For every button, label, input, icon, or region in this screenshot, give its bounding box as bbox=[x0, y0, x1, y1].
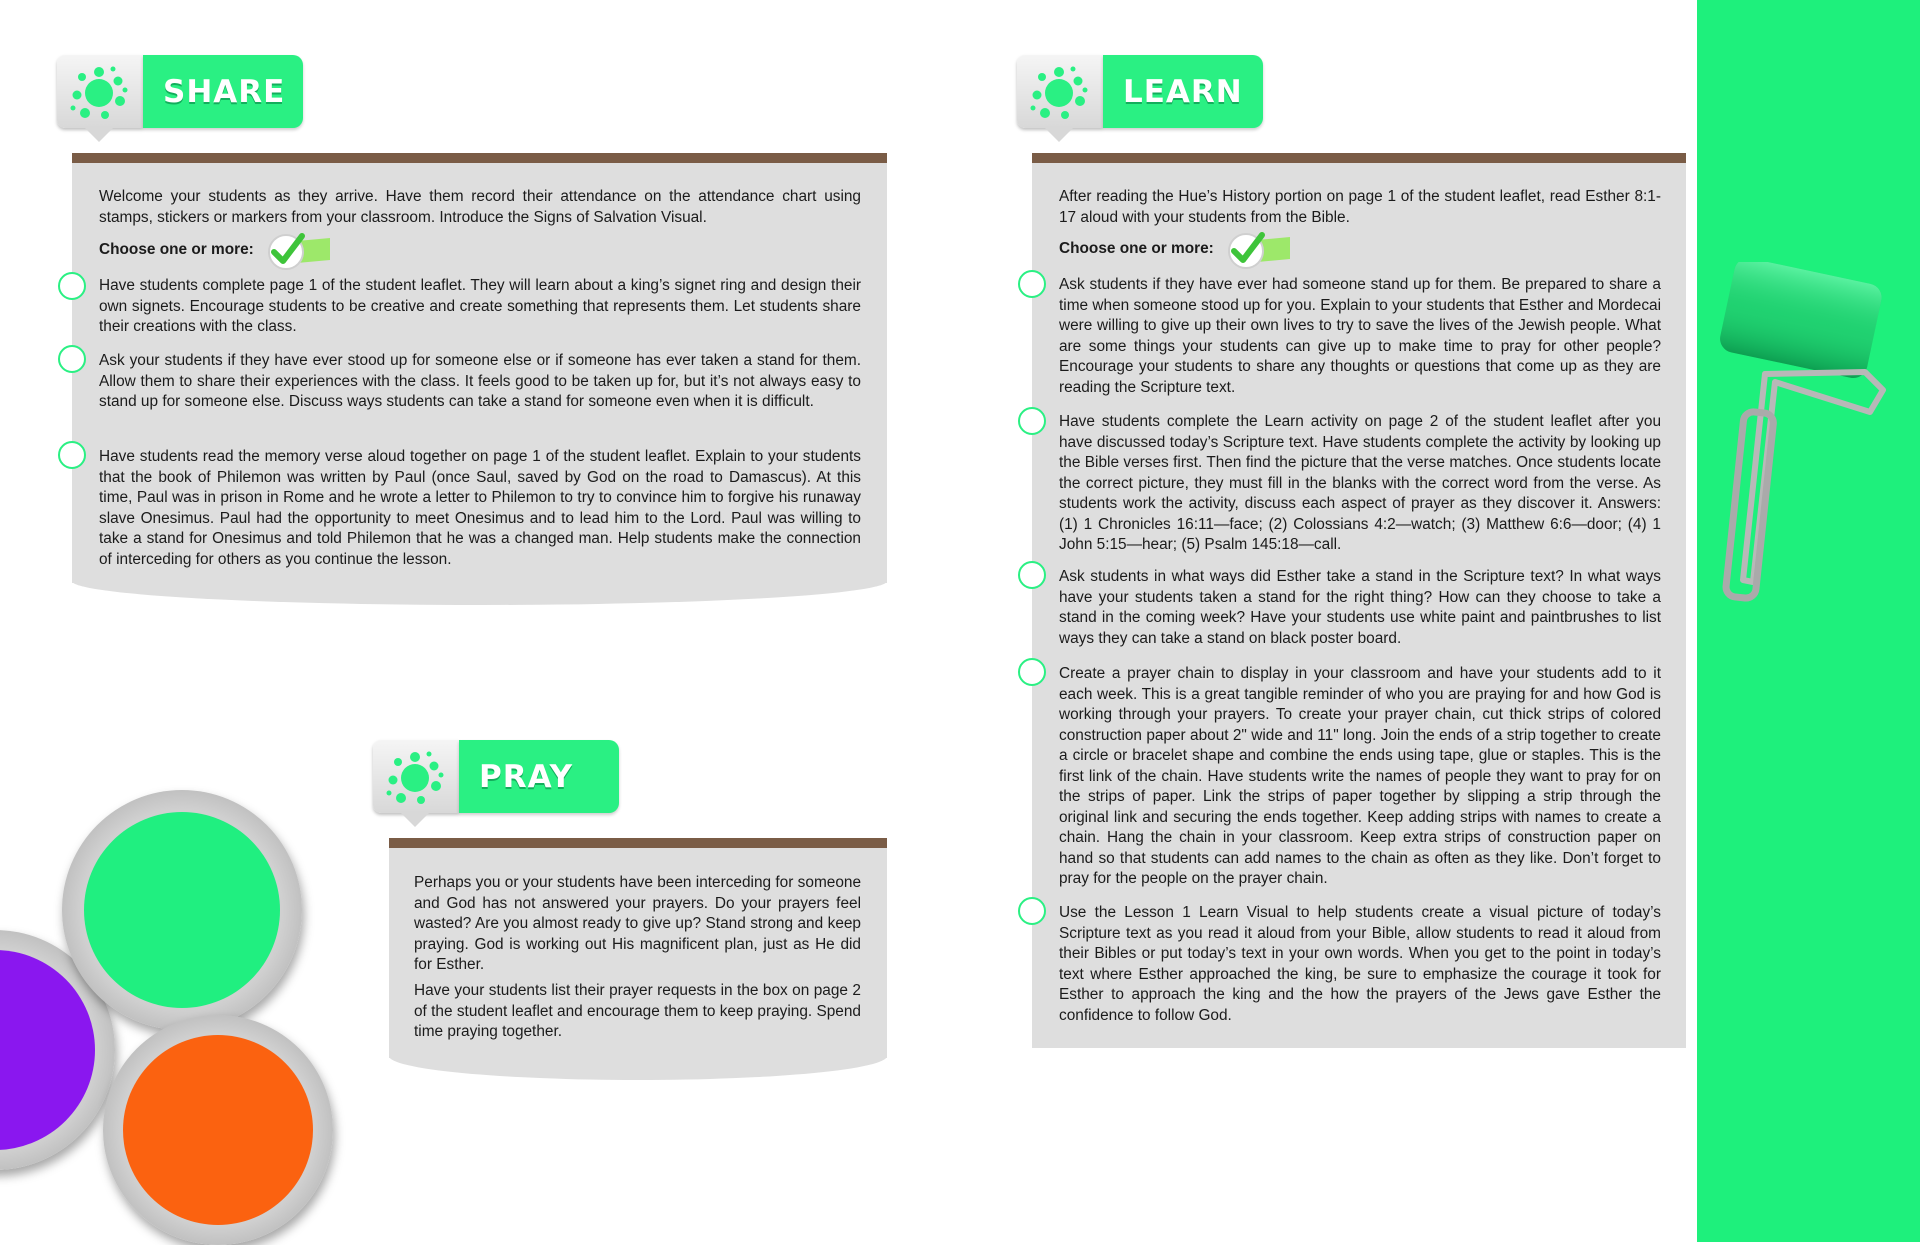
paint-splat-icon bbox=[385, 748, 445, 808]
learn-choose-label: Choose one or more: bbox=[1059, 240, 1214, 257]
share-box-curve bbox=[72, 581, 887, 605]
green-paint-strip bbox=[1735, 0, 1920, 1242]
paint-roller-icon bbox=[1705, 262, 1895, 602]
learn-option-1-checkbox[interactable] bbox=[1018, 270, 1046, 298]
learn-intro: After reading the Hue’s History portion on page 1 of the student leaflet, read Esther 8:1-17 aloud with your students from the Bible. bbox=[1059, 188, 1661, 226]
checkmark-icon bbox=[264, 230, 334, 274]
learn-option-3: Ask students in what ways did Esther take a stand in the Scripture text? In what ways have your students taken a stand for the right thing? How can they choose to take a stand in the coming week? Have your students use white paint and paintbrushes to list ways they can take a stand on black poster board. bbox=[1059, 568, 1661, 647]
learn-option-4: Create a prayer chain to display in your classroom and have your students add to it each week. This is a great tangible reminder of who you are praying for and how God is working through your prayers. To create your prayer chain, cut thick strips of colored construction paper about 2" wide and 11" long. Join the ends of a strip together to create a circle or bracelet shape and combine the ends using tape, glue or staples. This is the first link of the chain. Have students write the names of people they want to pray for on the strips of paper. Link the strips of paper together by slipping a strip through the original link and securing the ends together. Keep adding strips with names to create a chain. Hang the chain in your classroom. Keep extra strips of construction paper on hand so that students can add names to the chain as often as they like. Don’t forget to pray for the people on the prayer chain. bbox=[1059, 665, 1661, 887]
pray-badge bbox=[373, 740, 459, 813]
learn-title: LEARN bbox=[1103, 55, 1263, 128]
pray-title: PRAY bbox=[459, 740, 619, 813]
share-intro: Welcome your students as they arrive. Have them record their attendance on the attendance chart using stamps, stickers or markers from your classroom. Introduce the Signs of Salvation Visual. bbox=[99, 188, 861, 226]
paint-splat-icon bbox=[1029, 63, 1089, 123]
share-option-1-checkbox[interactable] bbox=[58, 272, 86, 300]
pray-top-bar bbox=[389, 838, 887, 848]
pray-paragraph-2: Have your students list their prayer requests in the box on page 2 of the student leaflet and encourage them to keep praying. Spend time praying together. bbox=[414, 982, 861, 1040]
learn-option-3-checkbox[interactable] bbox=[1018, 561, 1046, 589]
learn-option-5: Use the Lesson 1 Learn Visual to help students create a visual picture of today’s Scripture text as you read it aloud from your Bible, allow students to read it aloud from their Bibles or put today’s text in your own words. When you get to the point in today’s text where Esther approached the king, be sure to emphasize the courage it took for Esther to approach the king and the how the prayers of the Jews gave Esther the confidence to follow God. bbox=[1059, 904, 1661, 1024]
learn-option-1: Ask students if they have ever had someone stand up for them. Be prepared to share a time when someone stood up for you. Explain to your students that Esther and Mordecai were willing to give up their own lives to try to save the lives of the Jewish people. What are some things your students can give up to make time to pray for other people? Encourage your students to share any thoughts or questions that come up as they are reading the Scripture text. bbox=[1059, 276, 1661, 396]
paint-brush-edge bbox=[1697, 0, 1735, 1242]
paint-can-green bbox=[84, 812, 280, 1008]
share-option-2: Ask your students if they have ever stood up for someone else or if someone has ever taken a stand for them. Allow them to share their experiences with the class. It feels good to be taken up for, but it’s not always easy to stand up for someone else. Discuss ways students can take a stand for someone even when it is difficult. bbox=[99, 352, 861, 410]
pray-paragraph-1: Perhaps you or your students have been interceding for someone and God has not answered your prayers. Do your prayers feel wasted? Are you almost ready to give up? Stand strong and keep praying. God is working out His magnificent plan, just as He did for Esther. bbox=[414, 874, 861, 973]
share-title: SHARE bbox=[143, 55, 303, 128]
paint-can-orange bbox=[123, 1035, 313, 1225]
share-choose-label: Choose one or more: bbox=[99, 241, 254, 258]
checkmark-icon bbox=[1224, 229, 1294, 273]
learn-option-5-checkbox[interactable] bbox=[1018, 897, 1046, 925]
pray-header bbox=[373, 740, 619, 813]
share-option-3: Have students read the memory verse aloud together on page 1 of the student leaflet. Explain to your students that the book of Philemon was written by Paul (once Saul, saved by God on the road to Damascus). At this time, Paul was in prison in Rome and he wrote a letter to Philemon to try to convince him to forgive his runaway slave Onesimus. Paul had the opportunity to meet Onesimus and to lead him to the Lord. Paul was willing to take a stand for Onesimus and told Philemon that he was a changed man. Help students make the connection of interceding for others as you continue the lesson. bbox=[99, 448, 861, 568]
share-option-3-checkbox[interactable] bbox=[58, 441, 86, 469]
pray-box-curve bbox=[389, 1056, 887, 1080]
learn-top-bar bbox=[1032, 153, 1686, 163]
share-top-bar bbox=[72, 153, 887, 163]
paint-splat-icon bbox=[69, 63, 129, 123]
learn-option-2: Have students complete the Learn activity on page 2 of the student leaflet after you have discussed today’s Scripture text. Have students complete the activity by looking up the Bible verses first. Then find the picture that the verse matches. Once students locate the correct picture, they must fill in the blanks with the correct word from the verse. As students work the activity, discuss each aspect of prayer as they discover it. Answers: (1) 1 Chronicles 16:11—face; (2) Colossians 4:2—watch; (3) Matthew 6:6—door; (4) 1 John 5:15—hear; (5) Psalm 145:18—call. bbox=[1059, 413, 1661, 553]
share-badge bbox=[57, 55, 143, 128]
learn-badge bbox=[1017, 55, 1103, 128]
learn-header bbox=[1017, 55, 1263, 128]
share-header bbox=[57, 55, 303, 128]
learn-option-2-checkbox[interactable] bbox=[1018, 407, 1046, 435]
share-option-2-checkbox[interactable] bbox=[58, 345, 86, 373]
share-option-1: Have students complete page 1 of the student leaflet. They will learn about a king’s signet ring and design their own signets. Encourage students to be creative and create something that represents them. Let students share their creations with the class. bbox=[99, 277, 861, 335]
learn-option-4-checkbox[interactable] bbox=[1018, 658, 1046, 686]
